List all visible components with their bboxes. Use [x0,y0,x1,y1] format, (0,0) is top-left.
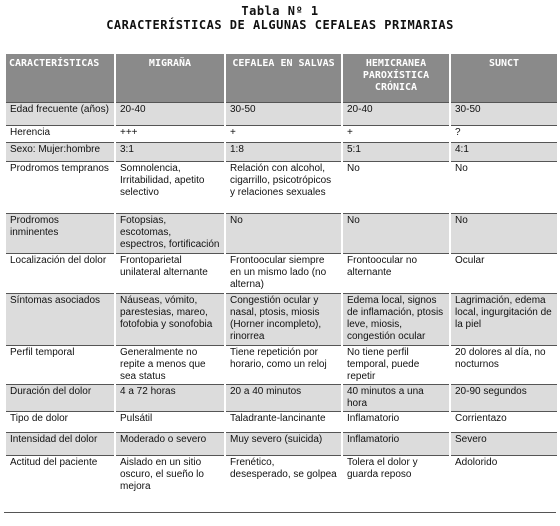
cell-migrana: +++ [115,126,225,143]
cell-sunct: No [450,214,557,254]
row-label: Actitud del paciente [5,456,115,496]
cell-hemicranea: 40 minutos a una hora [342,385,450,412]
cell-migrana: Náuseas, vómito, parestesias, mareo, fotofobia y sonofobia [115,294,225,346]
cell-hemicranea: No tiene perfil temporal, puede repetir [342,346,450,385]
cell-hemicranea: Edema local, signos de inflamación, ptosis leve, miosis, congestión ocular [342,294,450,346]
cell-migrana: Somnolencia, Irritabilidad, apetito selectivo [115,162,225,214]
cell-sunct: 4:1 [450,143,557,162]
cell-migrana: 20-40 [115,103,225,126]
cell-sunct: No [450,162,557,214]
table-row [5,103,557,126]
row-label: Sexo: Mujer:hombre [5,143,115,162]
cell-migrana: 3:1 [115,143,225,162]
cell-salvas: + [225,126,342,143]
row-label: Tipo de dolor [5,412,115,433]
table-row [5,294,557,346]
cell-salvas: Congestión ocular y nasal, ptosis, miosis (Horner incompleto), rinorrea [225,294,342,346]
header-row [5,54,557,103]
row-label: Edad frecuente (años) [5,103,115,126]
cell-hemicranea: Inflamatorio [342,433,450,456]
row-label: Síntomas asociados [5,294,115,346]
table-row [5,254,557,294]
header-cefalea-en-salvas: CEFALEA EN SALVAS [225,54,342,103]
cell-salvas: 20 a 40 minutos [225,385,342,412]
table-bottom-rule [4,512,556,513]
cell-sunct: ? [450,126,557,143]
table-row [5,456,557,496]
cell-salvas: Muy severo (suicida) [225,433,342,456]
cell-salvas: No [225,214,342,254]
headache-comparison-table [4,54,557,496]
cell-hemicranea: 20-40 [342,103,450,126]
row-label: Perfil temporal [5,346,115,385]
cell-hemicranea: No [342,162,450,214]
table-row [5,162,557,214]
table-row [5,433,557,456]
header-hemicranea: HEMICRANEA PAROXÍSTICA CRÓNICA [342,54,450,103]
table-row [5,126,557,143]
table-row [5,143,557,162]
cell-hemicranea: + [342,126,450,143]
header-caracteristicas: CARACTERÍSTICAS [5,54,115,103]
cell-salvas: Frenético, desesperado, se golpea [225,456,342,496]
table-row [5,214,557,254]
row-label: Herencia [5,126,115,143]
cell-migrana: Moderado o severo [115,433,225,456]
table-row [5,412,557,433]
row-label: Intensidad del dolor [5,433,115,456]
cell-salvas: Frontoocular siempre en un mismo lado (no alterna) [225,254,342,294]
cell-salvas: 1:8 [225,143,342,162]
table-title: CARACTERÍSTICAS DE ALGUNAS CEFALEAS PRIMARIAS [106,18,454,32]
cell-migrana: Aislado en un sitio oscuro, el sueño lo mejora [115,456,225,496]
cell-hemicranea: Tolera el dolor y guarda reposo [342,456,450,496]
row-label: Prodromos tempranos [5,162,115,214]
header-sunct: SUNCT [450,54,557,103]
table-caption [0,4,560,32]
cell-sunct: Ocular [450,254,557,294]
cell-salvas: Taladrante-lancinante [225,412,342,433]
cell-migrana: Frontoparietal unilateral alternante [115,254,225,294]
row-label: Duración del dolor [5,385,115,412]
cell-sunct: Adolorido [450,456,557,496]
cell-salvas: Tiene repetición por horario, como un reloj [225,346,342,385]
table-row [5,346,557,385]
cell-salvas: 30-50 [225,103,342,126]
header-migrana: MIGRAÑA [115,54,225,103]
cell-salvas: Relación con alcohol, cigarrillo, psicotrópicos y relaciones sexuales [225,162,342,214]
cell-hemicranea: Frontoocular no alternante [342,254,450,294]
cell-sunct: Lagrimación, edema local, ingurgitación de la piel [450,294,557,346]
cell-sunct: 20 dolores al día, no nocturnos [450,346,557,385]
cell-sunct: Severo [450,433,557,456]
cell-sunct: 20-90 segundos [450,385,557,412]
cell-hemicranea: Inflamatorio [342,412,450,433]
cell-migrana: 4 a 72 horas [115,385,225,412]
cell-sunct: Corrientazo [450,412,557,433]
cell-migrana: Pulsátil [115,412,225,433]
table-number: Tabla Nº 1 [241,4,319,18]
row-label: Localización del dolor [5,254,115,294]
cell-hemicranea: 5:1 [342,143,450,162]
cell-hemicranea: No [342,214,450,254]
cell-migrana: Fotopsias, escotomas, espectros, fortificación [115,214,225,254]
cell-migrana: Generalmente no repite a menos que sea status [115,346,225,385]
table-row [5,385,557,412]
cell-sunct: 30-50 [450,103,557,126]
row-label: Prodromos inminentes [5,214,115,254]
